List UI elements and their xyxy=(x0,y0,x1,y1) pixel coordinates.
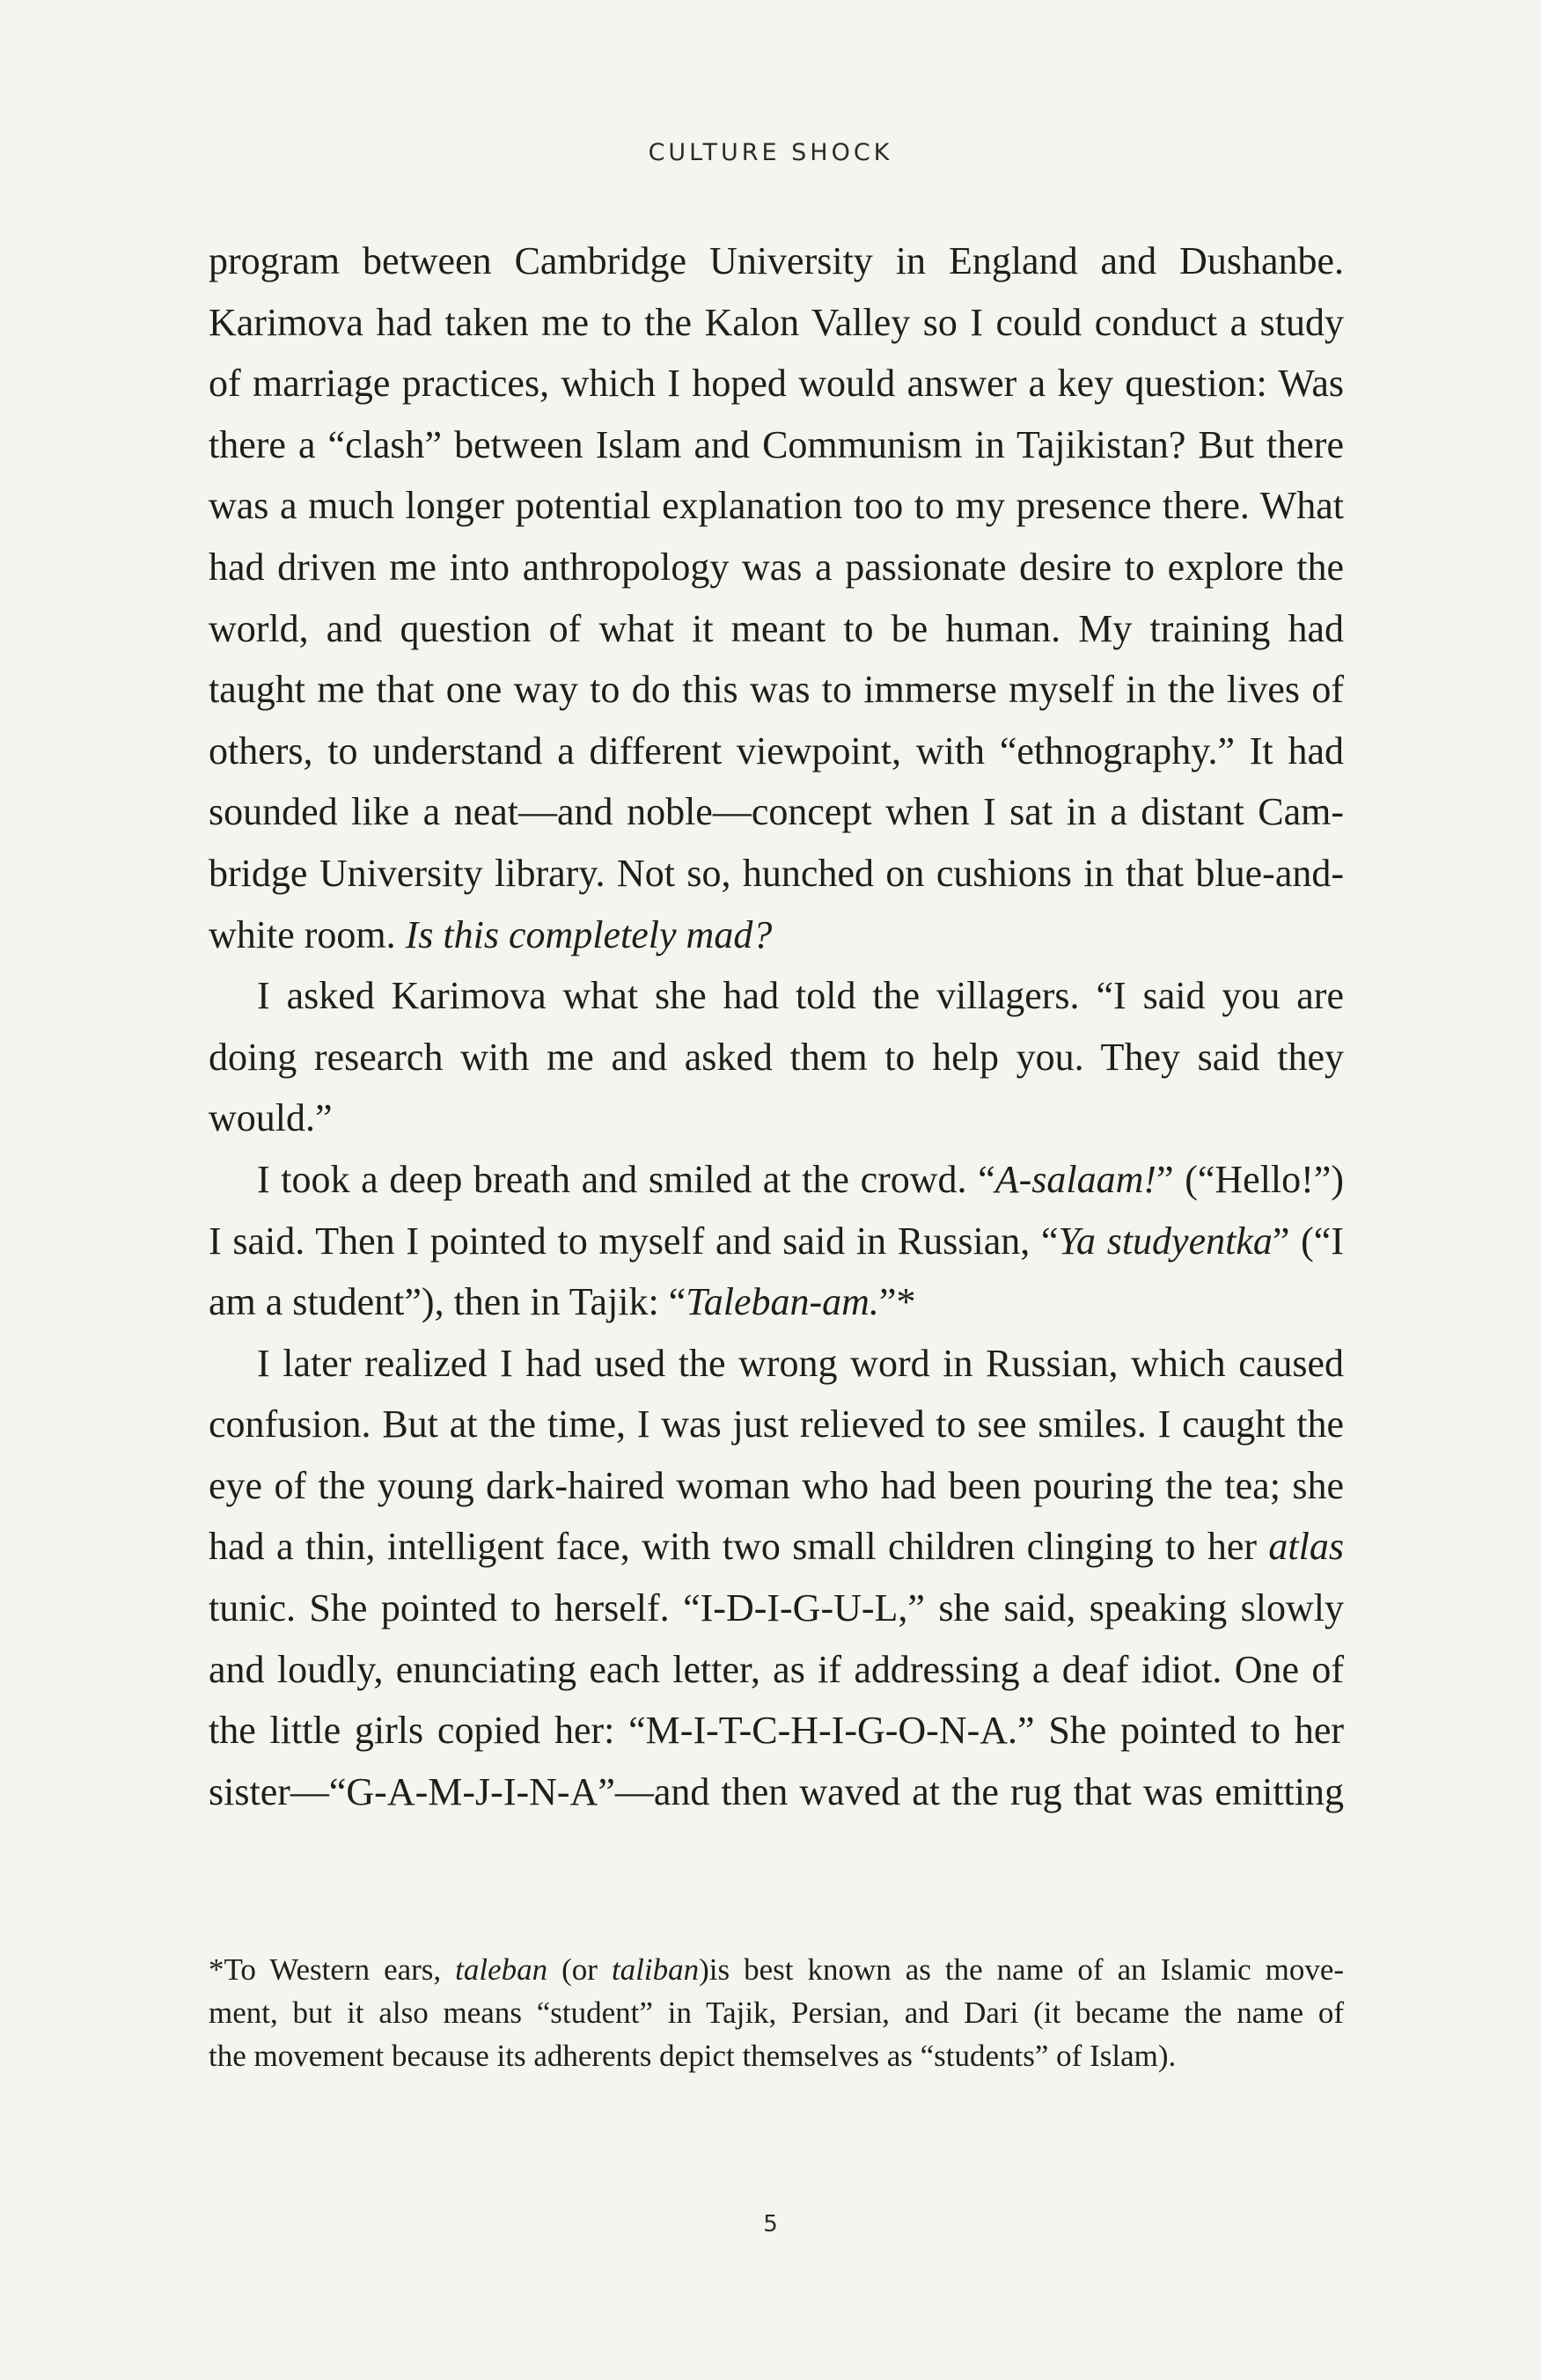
text-run: had a thin, intelligent face, with two small children clinging to her xyxy=(209,1525,1269,1569)
italic-text: Taleban-am. xyxy=(686,1280,879,1324)
text-run: I said. Then I pointed to myself and said in Russian, “ xyxy=(209,1219,1059,1263)
text-line: bridge University library. Not so, hunched on cushions in that blue-and- xyxy=(209,851,1344,895)
footnote-line: the movement because its adherents depict themselves as “students” of Islam). xyxy=(209,2039,1177,2073)
text-line: sounded like a neat—and noble—concept when I sat in a distant Cam- xyxy=(209,790,1344,834)
text-line: Karimova had taken me to the Kalon Valley so I could conduct a study xyxy=(209,300,1344,344)
text-run: *To Western ears, xyxy=(209,1952,456,1987)
text-line: and loudly, enunciating each letter, as if addressing a deaf idiot. One of xyxy=(209,1647,1344,1691)
text-run: am a student”), then in Tajik: “ xyxy=(209,1280,686,1324)
running-head: CULTURE SHOCK xyxy=(648,139,893,166)
text-line: world, and question of what it meant to be human. My training had xyxy=(209,606,1344,650)
text-line: sister—“G-A-M-J-I-N-A”—and then waved at the rug that was emitting xyxy=(209,1769,1344,1813)
text-line: of marriage practices, which I hoped would answer a key question: Was xyxy=(209,362,1344,406)
text-line xyxy=(209,1211,1344,1272)
paragraph-first-line: I asked Karimova what she had told the villagers. “I said you are xyxy=(257,974,1344,1018)
footnote-line xyxy=(209,1948,1344,1991)
text-line xyxy=(209,1271,1344,1333)
text-line: the little girls copied her: “M-I-T-C-H-I-G-O-N-A.” She pointed to her xyxy=(209,1709,1344,1753)
italic-text: taliban xyxy=(611,1952,700,1987)
paragraph-first-line: I later realized I had used the wrong word in Russian, which caused xyxy=(257,1341,1344,1385)
text-line: taught me that one way to do this was to immerse myself in the lives of xyxy=(209,668,1344,712)
text-line: tunic. She pointed to herself. “I-D-I-G-U-L,” she said, speaking slowly xyxy=(209,1586,1344,1630)
italic-text: A-salaam! xyxy=(994,1157,1157,1201)
text-line: there a “clash” between Islam and Communism in Tajikistan? But there xyxy=(209,422,1344,466)
text-run: )is best known as the name of an Islamic move- xyxy=(699,1952,1345,1987)
footnote-line: ment, but it also means “student” in Tajik, Persian, and Dari (it became the name of xyxy=(209,1996,1344,2030)
italic-text: atlas xyxy=(1268,1525,1344,1569)
text-line: would.” xyxy=(209,1096,333,1140)
text-line: others, to understand a different viewpoint, with “ethnography.” It had xyxy=(209,729,1344,773)
text-run: white room. xyxy=(209,912,406,956)
italic-text: taleban xyxy=(455,1952,548,1987)
body-text xyxy=(209,231,1344,1822)
italic-text: Is this completely mad? xyxy=(405,912,773,956)
page-number: 5 xyxy=(763,2211,778,2237)
text-line: doing research with me and asked them to help you. They said they xyxy=(209,1035,1344,1079)
text-run: ”* xyxy=(878,1280,916,1324)
paragraph-first-line xyxy=(209,1149,1344,1211)
text-line: program between Cambridge University in England and Dushanbe. xyxy=(209,239,1344,282)
text-run: ” (“I xyxy=(1272,1219,1344,1263)
text-run: I took a deep breath and smiled at the crowd. “ xyxy=(257,1157,995,1201)
text-line: eye of the young dark-haired woman who had been pouring the tea; she xyxy=(209,1463,1344,1507)
text-line xyxy=(209,1516,1344,1578)
text-run: ” (“Hello!”) xyxy=(1156,1157,1344,1201)
text-line xyxy=(209,904,1344,966)
text-line: had driven me into anthropology was a passionate desire to explore the xyxy=(209,545,1344,589)
text-line: was a much longer potential explanation too to my presence there. What xyxy=(209,484,1344,528)
text-run: (or xyxy=(547,1952,612,1987)
footnote xyxy=(209,1948,1344,2077)
text-line: confusion. But at the time, I was just relieved to see smiles. I caught the xyxy=(209,1402,1344,1446)
italic-text: Ya studyentka xyxy=(1058,1219,1273,1263)
